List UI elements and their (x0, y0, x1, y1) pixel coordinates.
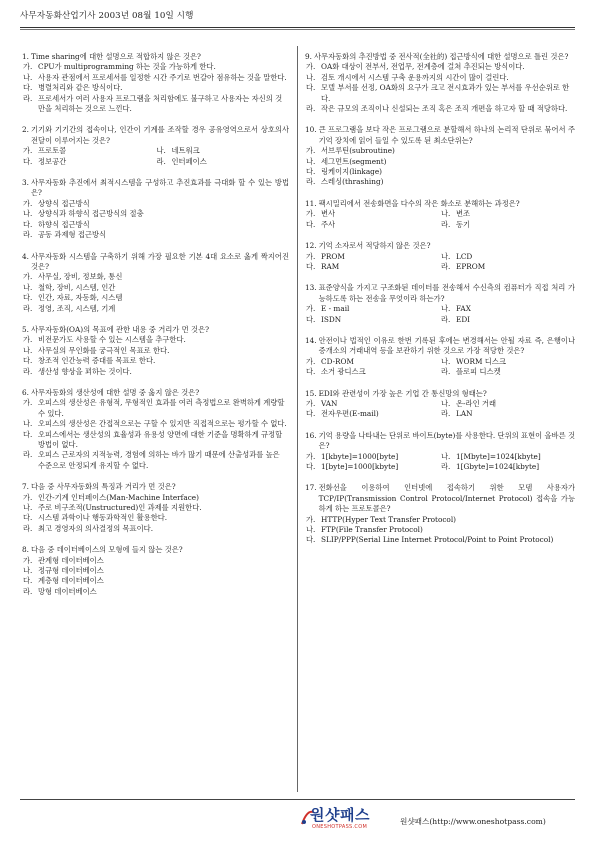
option-text: 오피스의 생산성은 유형적, 무형적인 효과를 여러 측정법으로 완벽하게 계량할 수 있다. (38, 398, 285, 418)
answer-option[interactable] (22, 283, 289, 293)
option-text: 최고 경영자의 의사결정의 목표이다. (38, 523, 154, 533)
answer-option[interactable] (305, 452, 440, 462)
option-text: EPROM (456, 261, 486, 271)
answer-option[interactable] (305, 220, 440, 230)
question-number: 9. (305, 52, 312, 61)
option-label: 라. (441, 409, 451, 419)
question-stem (305, 283, 575, 304)
option-text: 세그먼트(segment) (321, 156, 387, 166)
option-label: 가. (306, 209, 316, 219)
question-stem (305, 431, 575, 452)
option-text: 오피스의 생산성은 간접적으로는 구할 수 있지만 직접적으로는 평가할 수 없다. (38, 419, 287, 429)
question-number: 1. (22, 52, 29, 61)
question-stem (22, 252, 289, 273)
option-label: 나. (441, 451, 451, 461)
answer-option-row (305, 252, 575, 262)
option-text: 인간-기계 인터페이스(Man-Machine Interface) (38, 492, 199, 502)
answer-option[interactable] (305, 525, 575, 535)
option-label: 다. (23, 513, 33, 523)
option-text: 병렬처리와 같은 방식이다. (38, 83, 123, 93)
answer-option[interactable] (22, 430, 289, 451)
answer-option[interactable] (22, 293, 289, 303)
question-stem (305, 125, 575, 146)
option-label: 가. (23, 555, 33, 565)
footer-rule (20, 799, 575, 800)
question-stem (305, 199, 575, 209)
question-stem (22, 325, 289, 335)
option-label: 다. (306, 167, 316, 177)
question-number: 13. (305, 283, 317, 293)
question-block (305, 389, 575, 420)
answer-option[interactable] (440, 462, 575, 472)
answer-option[interactable] (440, 252, 575, 262)
answer-option[interactable] (305, 146, 575, 156)
answer-option-row (305, 367, 575, 377)
option-label: 가. (23, 335, 33, 345)
question-number: 7. (22, 482, 29, 492)
question-block (22, 178, 289, 240)
question-text: 표준양식을 가지고 구조화된 데이터를 전송해서 수신측의 컴퓨터가 직접 처리 가능하도록 하는 전송을 무엇이라 하는가? (318, 283, 575, 303)
answer-option[interactable] (22, 62, 289, 72)
answer-option[interactable] (22, 503, 289, 513)
answer-option[interactable] (305, 73, 575, 83)
answer-option-row (22, 157, 289, 167)
question-text: 다음 중 데이터베이스의 모형에 들지 않는 것은? (30, 545, 183, 555)
option-label: 나. (23, 72, 33, 82)
option-label: 나. (23, 282, 33, 292)
question-number: 5. (22, 324, 29, 334)
footer-site-link[interactable]: 원샷패스(http://www.oneshotpass.com) (400, 817, 546, 826)
option-label: 가. (306, 451, 316, 461)
option-text: 변조 (456, 209, 471, 219)
answer-option[interactable] (22, 230, 289, 240)
answer-option[interactable] (305, 399, 440, 409)
option-text: 상향식과 하향식 접근방식의 절충 (38, 209, 144, 219)
logo-subtext: ONESHOTPASS.COM (312, 824, 368, 830)
question-number: 15. (305, 388, 317, 398)
option-label: 라. (23, 586, 33, 596)
question-text: EDI와 관련성이 가장 높은 기업 간 통신망의 형태는? (318, 388, 487, 398)
answer-option[interactable] (22, 367, 289, 377)
option-text: 정영, 조직, 시스템, 기계 (38, 303, 116, 313)
question-stem (22, 482, 289, 492)
option-label: 다. (306, 314, 316, 324)
question-block (305, 125, 575, 187)
question-block (305, 52, 575, 114)
option-text: 관계형 데이터베이스 (38, 555, 104, 565)
column-divider (297, 46, 298, 792)
question-stem (305, 52, 575, 62)
option-label: 라. (306, 177, 316, 187)
option-text: 정보공간 (38, 156, 67, 166)
answer-option[interactable] (440, 209, 575, 219)
answer-option[interactable] (22, 346, 289, 356)
option-text: ISDN (321, 314, 342, 324)
question-stem (305, 241, 575, 251)
option-label: 나. (441, 209, 451, 219)
question-number: 6. (22, 387, 29, 397)
option-text: 비전문가도 사용할 수 있는 시스템을 추구한다. (38, 335, 186, 345)
question-block (22, 52, 289, 114)
answer-option[interactable] (22, 556, 289, 566)
option-label: 나. (441, 304, 451, 314)
question-text: 사무자동화의 추진방법 중 전사적(全社的) 접근방식에 대한 설명으로 틀린 것은? (313, 52, 569, 61)
answer-option[interactable] (440, 367, 575, 377)
option-text: 프로토콜 (38, 146, 67, 156)
option-label: 가. (306, 356, 316, 366)
question-number: 8. (22, 545, 29, 555)
answer-option[interactable] (22, 220, 289, 230)
option-text: VAN (321, 398, 338, 408)
answer-option[interactable] (156, 157, 290, 167)
left-column (22, 52, 289, 608)
question-block (305, 199, 575, 230)
option-label: 가. (306, 146, 316, 156)
question-block (305, 336, 575, 378)
option-label: 다. (306, 367, 316, 377)
option-text: 사무실, 장비, 정보화, 통신 (38, 272, 123, 282)
option-text: 1[Gbyte]=1024[kbyte] (456, 462, 540, 471)
option-text: 1[kbyte]=1000[byte] (321, 451, 399, 461)
option-label: 나. (23, 503, 33, 513)
option-label: 라. (23, 523, 33, 533)
option-label: 가. (306, 398, 316, 408)
question-stem (22, 388, 289, 398)
option-text: 동기 (456, 219, 471, 229)
option-label: 나. (23, 345, 33, 355)
option-label: 다. (23, 156, 33, 166)
option-text: 생산성 향상을 꾀하는 것이다. (38, 366, 132, 376)
question-number: 12. (305, 241, 317, 251)
option-label: 나. (306, 156, 316, 166)
question-block (22, 325, 289, 377)
option-text: 네트워크 (171, 146, 200, 156)
question-number: 11. (305, 198, 317, 208)
option-text: CPU가 multiprogramming 하는 것을 가능하게 한다. (38, 62, 216, 72)
answer-option[interactable] (305, 252, 440, 262)
answer-option[interactable] (305, 535, 575, 545)
option-label: 다. (306, 219, 316, 229)
question-text: 기억 소자로서 적당하지 않은 것은? (318, 241, 431, 251)
option-label: 나. (441, 356, 451, 366)
option-label: 나. (156, 146, 166, 156)
answer-option[interactable] (22, 272, 289, 282)
option-text: 플로피 디스켓 (456, 367, 501, 377)
answer-option-row (305, 409, 575, 419)
option-text: HTTP(Hyper Text Transfer Protocol) (321, 514, 457, 524)
answer-option[interactable] (305, 515, 575, 525)
option-label: 다. (23, 219, 33, 229)
option-text: 인간, 자료, 자동화, 시스템 (38, 293, 123, 303)
option-text: WORM 디스크 (456, 356, 506, 366)
question-stem (305, 336, 575, 357)
question-stem (305, 389, 575, 399)
answer-option-row (305, 462, 575, 472)
option-text: FAX (456, 304, 471, 314)
option-text: 시스템 과학이나 행동과학적인 활용한다. (38, 513, 168, 523)
option-text: 창조적 인간능력 증대를 목표로 한다. (38, 356, 156, 366)
question-block (22, 545, 289, 597)
option-label: 라. (23, 366, 33, 376)
answer-option[interactable] (440, 452, 575, 462)
option-text: 사용자 관점에서 프로세서를 일정한 시간 주기로 번갈아 점유하는 것을 말한다. (38, 72, 287, 82)
question-block (305, 283, 575, 325)
answer-option[interactable] (305, 262, 440, 272)
option-label: 라. (23, 450, 33, 460)
option-text: LAN (456, 409, 473, 419)
answer-option[interactable] (22, 356, 289, 366)
answer-option[interactable] (22, 513, 289, 523)
option-label: 라. (306, 104, 316, 114)
option-text: 작은 규모의 조직이나 신설되는 조직 혹은 조직 개편을 하고자 할 때 적당하다. (321, 104, 568, 114)
option-label: 다. (23, 83, 33, 93)
answer-option[interactable] (305, 209, 440, 219)
option-text: 검토 개시에서 시스템 구축 운용까지의 시간이 많이 걸린다. (321, 72, 509, 82)
option-text: E - mail (321, 304, 350, 314)
answer-option-row (305, 399, 575, 409)
option-text: FTP(File Transfer Protocol) (321, 525, 423, 535)
answer-option[interactable] (22, 587, 289, 597)
question-text: 사무자동화(OA)의 목표에 관한 내용 중 거리가 먼 것은? (30, 324, 210, 334)
header-rule-thin (20, 29, 575, 30)
option-label: 가. (23, 198, 33, 208)
option-text: 정규형 데이터베이스 (38, 566, 104, 576)
answer-option-row (305, 262, 575, 272)
option-label: 다. (23, 293, 33, 303)
option-label: 나. (23, 419, 33, 429)
option-text: OA화 대상이 전부서, 전업무, 전계층에 걸쳐 추진되는 방식이다. (321, 62, 525, 72)
answer-option[interactable] (305, 357, 440, 367)
question-stem (22, 125, 289, 146)
question-stem (22, 52, 289, 62)
option-label: 다. (306, 83, 316, 93)
answer-option[interactable] (440, 304, 575, 314)
option-label: 가. (23, 398, 33, 408)
question-stem (305, 483, 575, 514)
option-text: 오피스에서는 생산성의 효율성과 유용성 양면에 대한 기준을 명확하게 규정할 방법이 없다. (38, 429, 283, 449)
answer-option[interactable] (305, 367, 440, 377)
option-text: 공동 과제형 접근방식 (38, 230, 107, 240)
option-label: 라. (23, 93, 33, 103)
option-text: 하향식 접근방식 (38, 219, 90, 229)
question-number: 3. (22, 178, 29, 188)
question-text: 사무자동화 시스템을 구축하기 위해 가장 필요한 기본 4대 요소로 옳게 짝지어진 것은? (30, 251, 289, 271)
option-label: 라. (441, 314, 451, 324)
answer-option[interactable] (22, 524, 289, 534)
answer-option-row (305, 357, 575, 367)
option-text: 모델 부서를 선정, OA화의 요구가 크고 전시효과가 있는 부서를 우선순위로 한다. (321, 83, 570, 103)
option-text: 주로 비구조적(Unstructured)인 과제를 지원한다. (38, 503, 202, 513)
answer-option-row (305, 304, 575, 314)
answer-option[interactable] (22, 94, 289, 115)
question-block (305, 483, 575, 545)
answer-option[interactable] (305, 304, 440, 314)
question-text: 팩시밀리에서 전송화면을 다수의 작은 화소로 분해하는 과정은? (318, 198, 520, 208)
answer-option[interactable] (305, 157, 575, 167)
question-text: 사무자동화의 생산성에 대한 설명 중 옳지 않은 것은? (30, 387, 200, 397)
option-text: 스레싱(thrashing) (321, 177, 384, 187)
option-text: EDI (456, 314, 471, 324)
option-text: 링케이지(linkage) (321, 167, 383, 177)
question-text: 기억 용량을 나타내는 단위로 바이트(byte)를 사용한다. 단위의 표현이 올바른 것은? (318, 430, 576, 451)
logo-text: 원샷패스 (310, 806, 370, 824)
question-text: 전화선을 이용하여 인터넷에 접속하기 위한 모뎀 사용자가 TCP/IP(Transmission Control Protocol/Internet Protocol) 접속을 가능하게 하는 프로토콜은? (318, 483, 575, 514)
option-label: 라. (441, 219, 451, 229)
option-text: 철학, 장비, 시스템, 인간 (38, 282, 116, 292)
option-text: 망형 데이터베이스 (38, 586, 97, 596)
option-text: 온-라인 거래 (456, 398, 497, 408)
answer-option-row (305, 315, 575, 325)
option-text: CD-ROM (321, 356, 354, 366)
option-label: 다. (23, 356, 33, 366)
option-label: 라. (23, 230, 33, 240)
option-text: 사무실의 무인화를 궁극적인 목표로 한다. (38, 345, 170, 355)
option-text: 오피스 근로자의 지적능력, 경험에 의하는 바가 많기 때문에 산출성과를 높은 수준으로 안정되게 유지할 수 없다. (38, 450, 280, 470)
question-block (305, 431, 575, 473)
answer-option[interactable] (22, 450, 289, 471)
question-block (305, 241, 575, 272)
answer-option[interactable] (22, 576, 289, 586)
option-text: 전자우편(E-mail) (321, 409, 379, 419)
question-number: 17. (305, 483, 317, 493)
answer-option[interactable] (440, 399, 575, 409)
option-text: LCD (456, 251, 473, 261)
answer-option[interactable] (22, 304, 289, 314)
answer-option[interactable] (305, 62, 575, 72)
question-text: Time sharing에 대한 설명으로 적합하지 않은 것은? (30, 52, 201, 61)
option-text: 서브루틴(subroutine) (321, 146, 395, 156)
option-text: 계층형 데이터베이스 (38, 576, 104, 586)
answer-option[interactable] (305, 167, 575, 177)
option-label: 다. (306, 535, 316, 545)
option-label: 가. (306, 251, 316, 261)
answer-option[interactable] (440, 262, 575, 272)
answer-option[interactable] (22, 335, 289, 345)
question-number: 16. (305, 430, 317, 440)
answer-option[interactable] (22, 157, 156, 167)
question-stem (22, 178, 289, 199)
answer-option[interactable] (22, 209, 289, 219)
question-number: 10. (305, 125, 317, 135)
option-text: PROM (321, 251, 345, 261)
question-text: 다음 중 사무자동화의 특징과 거리가 먼 것은? (30, 482, 176, 492)
option-text: 변사 (321, 209, 336, 219)
option-label: 가. (23, 272, 33, 282)
answer-option[interactable] (22, 199, 289, 209)
option-label: 라. (441, 462, 451, 471)
answer-option[interactable] (440, 357, 575, 367)
question-text: 큰 프로그램을 보다 작은 프로그램으로 분할해서 하나의 논리적 단위로 묶어서 주기억 장치에 읽어 들일 수 있도록 된 최소단위는? (318, 125, 575, 145)
option-label: 다. (23, 429, 33, 439)
option-label: 가. (306, 514, 316, 524)
question-number: 2. (22, 125, 29, 135)
option-label: 나. (441, 251, 451, 261)
question-stem (22, 545, 289, 555)
answer-option[interactable] (305, 177, 575, 187)
option-text: 1[byte]=1000[kbyte] (321, 462, 399, 471)
question-block (22, 388, 289, 471)
option-label: 가. (306, 62, 316, 72)
answer-option-row (305, 209, 575, 219)
question-block (22, 482, 289, 534)
option-text: 주사 (321, 219, 336, 229)
answer-option[interactable] (305, 83, 575, 104)
answer-option[interactable] (440, 220, 575, 230)
answer-option[interactable] (22, 73, 289, 83)
answer-option[interactable] (22, 493, 289, 503)
answer-option[interactable] (22, 83, 289, 93)
answer-option[interactable] (440, 409, 575, 419)
option-label: 다. (306, 462, 316, 471)
question-number: 14. (305, 335, 317, 345)
option-text: 인터페이스 (171, 156, 207, 166)
answer-option[interactable] (305, 104, 575, 114)
option-label: 나. (23, 209, 33, 219)
answer-option[interactable] (305, 315, 440, 325)
option-label: 다. (306, 261, 316, 271)
question-block (22, 252, 289, 314)
header-rule (20, 27, 575, 28)
option-label: 나. (306, 525, 316, 535)
option-text: 상향식 접근방식 (38, 198, 90, 208)
right-column (305, 52, 575, 557)
answer-option[interactable] (156, 146, 290, 156)
oneshotpass-logo (300, 804, 384, 834)
answer-option-row (22, 146, 289, 156)
answer-option[interactable] (440, 315, 575, 325)
option-label: 가. (306, 304, 316, 314)
option-label: 나. (306, 72, 316, 82)
option-label: 나. (441, 398, 451, 408)
answer-option-row (305, 220, 575, 230)
answer-option-row (305, 452, 575, 462)
answer-option[interactable] (22, 566, 289, 576)
answer-option[interactable] (22, 398, 289, 419)
question-number: 4. (22, 251, 29, 261)
question-text: 안전이나 법적인 이유로 한번 기록된 후에는 변경해서는 안될 자료 즉, 은행이나 증개소의 거래내역 등을 보관하기 위한 것으로 가장 적당한 것은? (318, 335, 575, 356)
page-header: 사무자동화산업기사 2003년 08월 10일 시행 (20, 11, 194, 21)
option-text: RAM (321, 261, 340, 271)
answer-option[interactable] (22, 146, 156, 156)
option-label: 나. (23, 566, 33, 576)
question-text: 기기와 기기간의 접속이나, 인간이 기계를 조작할 경우 공유영역으로서 상호의사 전달이 이루어지는 것은? (30, 125, 289, 145)
question-text: 사무자동화 추진에서 최적시스템을 구성하고 추진효과를 극대화 할 수 있는 방법은? (30, 178, 289, 198)
answer-option[interactable] (305, 462, 440, 472)
option-label: 가. (23, 62, 33, 72)
option-text: 프로세서가 여러 사용자 프로그램을 처리함에도 불구하고 사용자는 자신의 것만을 처리하는 것으로 느낀다. (38, 93, 283, 114)
answer-option[interactable] (305, 409, 440, 419)
option-label: 가. (23, 492, 33, 502)
option-label: 라. (441, 367, 451, 377)
option-label: 가. (23, 146, 33, 156)
option-text: SLIP/PPP(Serial Line Internet Protocol/Point to Point Protocol) (321, 535, 554, 545)
option-label: 다. (23, 576, 33, 586)
option-label: 라. (23, 303, 33, 313)
option-text: 1[Mbyte]=1024[kbyte] (456, 451, 541, 461)
option-text: 소거 광디스크 (321, 367, 366, 377)
option-label: 라. (156, 156, 166, 166)
question-block (22, 125, 289, 167)
option-label: 라. (441, 261, 451, 271)
answer-option[interactable] (22, 419, 289, 429)
option-label: 다. (306, 409, 316, 419)
